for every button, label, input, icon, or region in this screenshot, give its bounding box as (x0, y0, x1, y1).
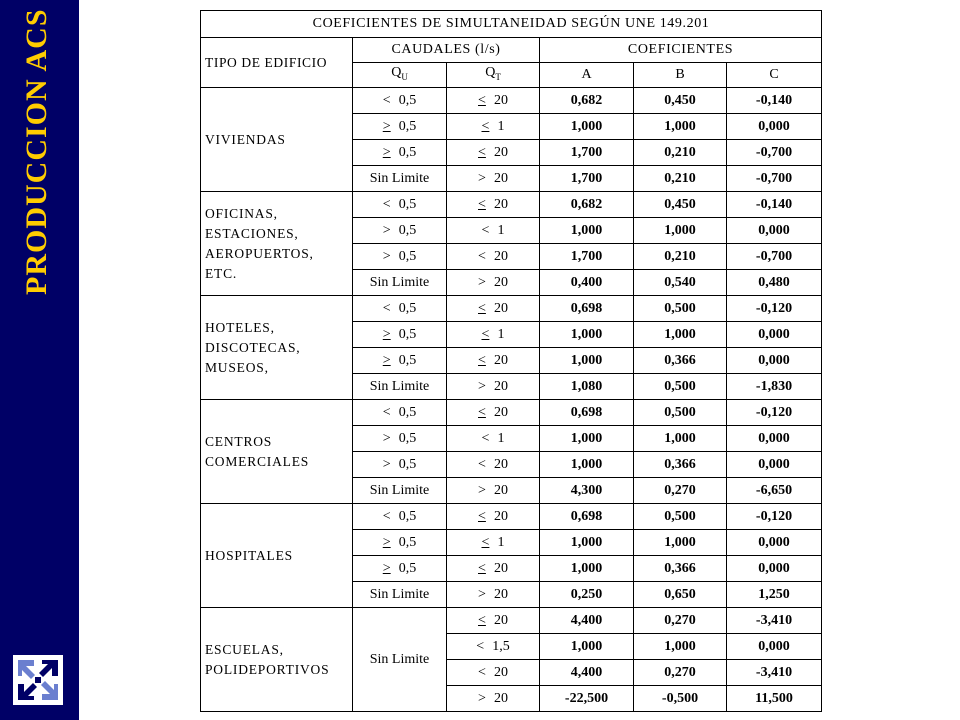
coef-a-cell: 1,700 (540, 166, 634, 192)
qu-cell (353, 192, 447, 218)
qt-cell (447, 504, 540, 530)
qu-cell-content (383, 432, 417, 446)
coef-a-cell: 4,400 (540, 660, 634, 686)
coef-c-cell: -0,120 (727, 296, 822, 322)
flow-value: 20 (494, 404, 508, 420)
flow-value: 1,5 (492, 638, 510, 654)
coef-c-cell: 11,500 (727, 686, 822, 712)
qt-cell (447, 660, 540, 686)
comparison-operator: < (382, 196, 391, 212)
comparison-operator: < (478, 664, 486, 680)
qu-cell-content (383, 146, 417, 160)
flow-value: 1 (497, 222, 505, 238)
qu-cell-content (383, 224, 417, 238)
coef-b-cell: 1,000 (634, 114, 727, 140)
qt-cell-content (478, 562, 508, 576)
qt-cell-content (482, 432, 505, 446)
coef-b-cell: 1,000 (634, 634, 727, 660)
comparison-operator: < (382, 92, 391, 108)
qu-cell (353, 400, 447, 426)
coef-c-cell: -3,410 (727, 660, 822, 686)
comparison-operator: < (481, 222, 490, 238)
comparison-operator: < (481, 534, 490, 550)
coef-b-cell: 0,500 (634, 504, 727, 530)
qt-cell (447, 608, 540, 634)
qu-cell (353, 504, 447, 530)
coef-c-cell: 0,480 (727, 270, 822, 296)
comparison-operator: < (478, 612, 486, 628)
qt-cell (447, 478, 540, 504)
qt-cell-content (482, 328, 505, 342)
qt-cell (447, 530, 540, 556)
flow-value: 20 (494, 92, 508, 108)
qt-cell-content (478, 94, 508, 108)
coef-a-cell: 0,682 (540, 88, 634, 114)
qt-cell (447, 114, 540, 140)
coef-c-cell: -0,700 (727, 140, 822, 166)
qu-symbol: Q (391, 65, 402, 81)
comparison-operator: < (478, 456, 486, 472)
flow-value: 0,5 (398, 196, 417, 212)
qt-cell (447, 582, 540, 608)
qt-cell (447, 400, 540, 426)
qu-cell: Sin Limite (353, 374, 447, 400)
flow-value: 20 (494, 560, 508, 576)
qt-cell (447, 270, 540, 296)
table-row (201, 400, 822, 426)
comparison-operator: < (478, 560, 486, 576)
coef-c-cell: -0,140 (727, 192, 822, 218)
comparison-operator: < (382, 508, 391, 524)
coef-b-cell: 0,540 (634, 270, 727, 296)
coef-b-cell: 1,000 (634, 530, 727, 556)
qt-cell (447, 556, 540, 582)
qt-cell-content (482, 120, 505, 134)
qt-symbol: Q (485, 65, 496, 81)
coef-c-cell: -0,700 (727, 166, 822, 192)
qu-cell (353, 218, 447, 244)
comparison-operator: < (481, 430, 490, 446)
comparison-operator: < (382, 300, 391, 316)
coef-a-cell: 0,698 (540, 400, 634, 426)
coef-b-cell: 0,366 (634, 348, 727, 374)
coef-b-cell: 1,000 (634, 426, 727, 452)
qt-cell (447, 166, 540, 192)
comparison-operator: < (478, 144, 486, 160)
qu-cell: Sin Limite (353, 166, 447, 192)
flow-value: 1 (497, 118, 505, 134)
qt-cell-content (482, 536, 505, 550)
qt-cell-content (478, 276, 508, 290)
qu-cell: Sin Limite (353, 478, 447, 504)
coef-a-cell: -22,500 (540, 686, 634, 712)
flow-value: 1 (497, 534, 505, 550)
coef-a-cell: 1,700 (540, 244, 634, 270)
coef-b-cell: 0,450 (634, 192, 727, 218)
building-type-cell: HOSPITALES (201, 504, 353, 608)
coef-c-cell: 0,000 (727, 218, 822, 244)
qt-cell (447, 452, 540, 478)
qu-subscript: U (401, 71, 408, 82)
table-row (201, 504, 822, 530)
qt-cell-content (482, 224, 505, 238)
coef-a-cell: 1,000 (540, 322, 634, 348)
coef-a-cell: 1,000 (540, 634, 634, 660)
comparison-operator: > (382, 560, 391, 576)
comparison-operator: > (382, 430, 391, 446)
flow-value: 20 (494, 378, 508, 394)
comparison-operator: < (481, 118, 490, 134)
table-row (201, 296, 822, 322)
header-b: B (634, 63, 727, 88)
qt-cell (447, 686, 540, 712)
qt-cell-content (478, 198, 508, 212)
coef-a-cell: 1,000 (540, 114, 634, 140)
flow-value: 0,5 (398, 456, 417, 472)
coef-c-cell: -0,700 (727, 244, 822, 270)
qt-cell-content (478, 250, 508, 264)
qu-cell: Sin Limite (353, 270, 447, 296)
qt-cell (447, 348, 540, 374)
building-type-cell: HOTELES, DISCOTECAS, MUSEOS, (201, 296, 353, 400)
qt-cell-content (478, 302, 508, 316)
comparison-operator: > (382, 352, 391, 368)
qu-cell (353, 114, 447, 140)
comparison-operator: < (478, 404, 486, 420)
coef-a-cell: 1,000 (540, 530, 634, 556)
building-type-cell: ESCUELAS, POLIDEPORTIVOS (201, 608, 353, 712)
coef-c-cell: -6,650 (727, 478, 822, 504)
coef-a-cell: 1,000 (540, 556, 634, 582)
header-caudales: CAUDALES (l/s) (353, 38, 540, 63)
table-row (201, 88, 822, 114)
coef-c-cell: -0,140 (727, 88, 822, 114)
qt-cell-content (476, 640, 510, 654)
flow-value: 20 (494, 248, 508, 264)
coef-c-cell: 0,000 (727, 556, 822, 582)
qu-cell (353, 556, 447, 582)
qu-cell (353, 296, 447, 322)
qt-cell-content (478, 354, 508, 368)
coefficients-table (200, 10, 822, 712)
coef-b-cell: 0,270 (634, 660, 727, 686)
qt-cell (447, 218, 540, 244)
flow-value: 0,5 (398, 508, 417, 524)
qu-cell-content (383, 458, 417, 472)
qu-cell (353, 530, 447, 556)
qu-cell-content (383, 510, 417, 524)
comparison-operator: < (478, 92, 486, 108)
qu-cell-content (383, 250, 417, 264)
qu-cell (353, 426, 447, 452)
flow-value: 20 (494, 586, 508, 602)
flow-value: 0,5 (398, 430, 417, 446)
coefficients-table-wrapper (200, 10, 821, 708)
coef-a-cell: 0,250 (540, 582, 634, 608)
qu-cell: Sin Limite (353, 582, 447, 608)
header-qt (447, 63, 540, 88)
flow-value: 20 (494, 144, 508, 160)
qu-cell (353, 244, 447, 270)
flow-value: 0,5 (398, 534, 417, 550)
qu-cell-content (383, 328, 417, 342)
qt-cell-content (478, 614, 508, 628)
coef-a-cell: 1,000 (540, 426, 634, 452)
qt-cell (447, 244, 540, 270)
qt-cell-content (478, 458, 508, 472)
qu-cell-content (383, 406, 417, 420)
qt-cell (447, 296, 540, 322)
flow-value: 20 (494, 170, 508, 186)
qt-cell-content (478, 510, 508, 524)
flow-value: 0,5 (398, 404, 417, 420)
building-type-cell: VIVIENDAS (201, 88, 353, 192)
comparison-operator: < (478, 352, 486, 368)
flow-value: 20 (494, 690, 508, 706)
header-coeficientes: COEFICIENTES (540, 38, 822, 63)
qt-cell (447, 374, 540, 400)
coef-a-cell: 0,682 (540, 192, 634, 218)
comparison-operator: > (478, 378, 486, 394)
qt-subscript: T (495, 71, 501, 82)
table-title: COEFICIENTES DE SIMULTANEIDAD SEGÚN UNE 149.201 (201, 11, 822, 38)
coef-b-cell: 0,500 (634, 400, 727, 426)
coef-a-cell: 1,000 (540, 452, 634, 478)
comparison-operator: > (382, 144, 391, 160)
comparison-operator: > (382, 456, 391, 472)
coef-b-cell: 0,366 (634, 452, 727, 478)
comparison-operator: < (481, 326, 490, 342)
qt-cell-content (478, 692, 508, 706)
coef-a-cell: 0,400 (540, 270, 634, 296)
coef-b-cell: 0,366 (634, 556, 727, 582)
flow-value: 20 (494, 196, 508, 212)
coef-c-cell: -0,120 (727, 504, 822, 530)
coef-a-cell: 1,080 (540, 374, 634, 400)
coef-a-cell: 1,700 (540, 140, 634, 166)
coef-b-cell: 0,500 (634, 296, 727, 322)
qt-cell (447, 192, 540, 218)
flow-value: 0,5 (398, 144, 417, 160)
comparison-operator: > (382, 248, 391, 264)
sidebar (0, 0, 79, 720)
coef-a-cell: 1,000 (540, 348, 634, 374)
qt-cell-content (478, 484, 508, 498)
header-tipo-edificio: TIPO DE EDIFICIO (201, 38, 353, 88)
flow-value: 0,5 (398, 222, 417, 238)
comparison-operator: < (478, 248, 486, 264)
comparison-operator: > (382, 534, 391, 550)
qt-cell (447, 88, 540, 114)
coef-c-cell: -3,410 (727, 608, 822, 634)
qu-cell (353, 322, 447, 348)
flow-value: 0,5 (398, 92, 417, 108)
qu-cell (353, 348, 447, 374)
table-row (201, 192, 822, 218)
coef-b-cell: 0,270 (634, 478, 727, 504)
coef-a-cell: 0,698 (540, 504, 634, 530)
side-title: PRODUCCION ACS (20, 8, 53, 295)
qt-cell-content (478, 380, 508, 394)
comparison-operator: > (478, 482, 486, 498)
comparison-operator: < (478, 300, 486, 316)
coef-c-cell: -0,120 (727, 400, 822, 426)
coef-b-cell: 0,500 (634, 374, 727, 400)
building-type-cell: CENTROS COMERCIALES (201, 400, 353, 504)
flow-value: 20 (494, 352, 508, 368)
flow-value: 20 (494, 482, 508, 498)
comparison-operator: > (478, 170, 486, 186)
comparison-operator: > (478, 586, 486, 602)
coef-c-cell: 1,250 (727, 582, 822, 608)
coef-c-cell: 0,000 (727, 114, 822, 140)
qt-cell-content (478, 588, 508, 602)
coef-c-cell: 0,000 (727, 322, 822, 348)
flow-value: 0,5 (398, 352, 417, 368)
comparison-operator: > (382, 222, 391, 238)
header-a: A (540, 63, 634, 88)
flow-value: 0,5 (398, 118, 417, 134)
qu-cell (353, 140, 447, 166)
coef-c-cell: 0,000 (727, 452, 822, 478)
qt-cell-content (478, 406, 508, 420)
flow-value: 20 (494, 664, 508, 680)
flow-value: 0,5 (398, 248, 417, 264)
coef-a-cell: 4,400 (540, 608, 634, 634)
qu-cell-content (383, 302, 417, 316)
coef-b-cell: 0,650 (634, 582, 727, 608)
comparison-operator: < (476, 638, 485, 654)
building-type-cell: OFICINAS, ESTACIONES, AEROPUERTOS, ETC. (201, 192, 353, 296)
table-row (201, 608, 822, 634)
qt-cell-content (478, 146, 508, 160)
comparison-operator: < (478, 196, 486, 212)
coef-b-cell: -0,500 (634, 686, 727, 712)
coef-b-cell: 0,210 (634, 244, 727, 270)
coef-b-cell: 1,000 (634, 218, 727, 244)
cross-arrows-logo-icon (13, 655, 63, 705)
flow-value: 20 (494, 456, 508, 472)
coef-a-cell: 0,698 (540, 296, 634, 322)
coef-a-cell: 4,300 (540, 478, 634, 504)
header-c: C (727, 63, 822, 88)
qt-cell-content (478, 172, 508, 186)
header-qu (353, 63, 447, 88)
qu-cell: Sin Limite (353, 608, 447, 712)
coef-b-cell: 0,210 (634, 140, 727, 166)
qt-cell (447, 322, 540, 348)
qu-cell-content (383, 536, 417, 550)
qt-cell (447, 140, 540, 166)
qu-cell (353, 452, 447, 478)
flow-value: 0,5 (398, 560, 417, 576)
coef-b-cell: 1,000 (634, 322, 727, 348)
qu-cell-content (383, 354, 417, 368)
qu-cell-content (383, 562, 417, 576)
coef-c-cell: 0,000 (727, 530, 822, 556)
flow-value: 20 (494, 300, 508, 316)
qu-cell-content (383, 120, 417, 134)
coef-c-cell: 0,000 (727, 348, 822, 374)
qt-cell (447, 426, 540, 452)
qu-cell-content (383, 94, 417, 108)
comparison-operator: > (382, 326, 391, 342)
flow-value: 0,5 (398, 326, 417, 342)
flow-value: 1 (497, 430, 505, 446)
flow-value: 20 (494, 612, 508, 628)
comparison-operator: > (382, 118, 391, 134)
comparison-operator: < (478, 508, 486, 524)
flow-value: 20 (494, 274, 508, 290)
comparison-operator: > (478, 690, 486, 706)
coef-c-cell: 0,000 (727, 634, 822, 660)
coef-a-cell: 1,000 (540, 218, 634, 244)
coef-b-cell: 0,270 (634, 608, 727, 634)
coef-c-cell: -1,830 (727, 374, 822, 400)
flow-value: 20 (494, 508, 508, 524)
comparison-operator: < (382, 404, 391, 420)
qt-cell-content (478, 666, 508, 680)
coef-b-cell: 0,210 (634, 166, 727, 192)
qu-cell-content (383, 198, 417, 212)
coef-c-cell: 0,000 (727, 426, 822, 452)
qu-cell (353, 88, 447, 114)
comparison-operator: > (478, 274, 486, 290)
flow-value: 0,5 (398, 300, 417, 316)
qt-cell (447, 634, 540, 660)
flow-value: 1 (497, 326, 505, 342)
coef-b-cell: 0,450 (634, 88, 727, 114)
